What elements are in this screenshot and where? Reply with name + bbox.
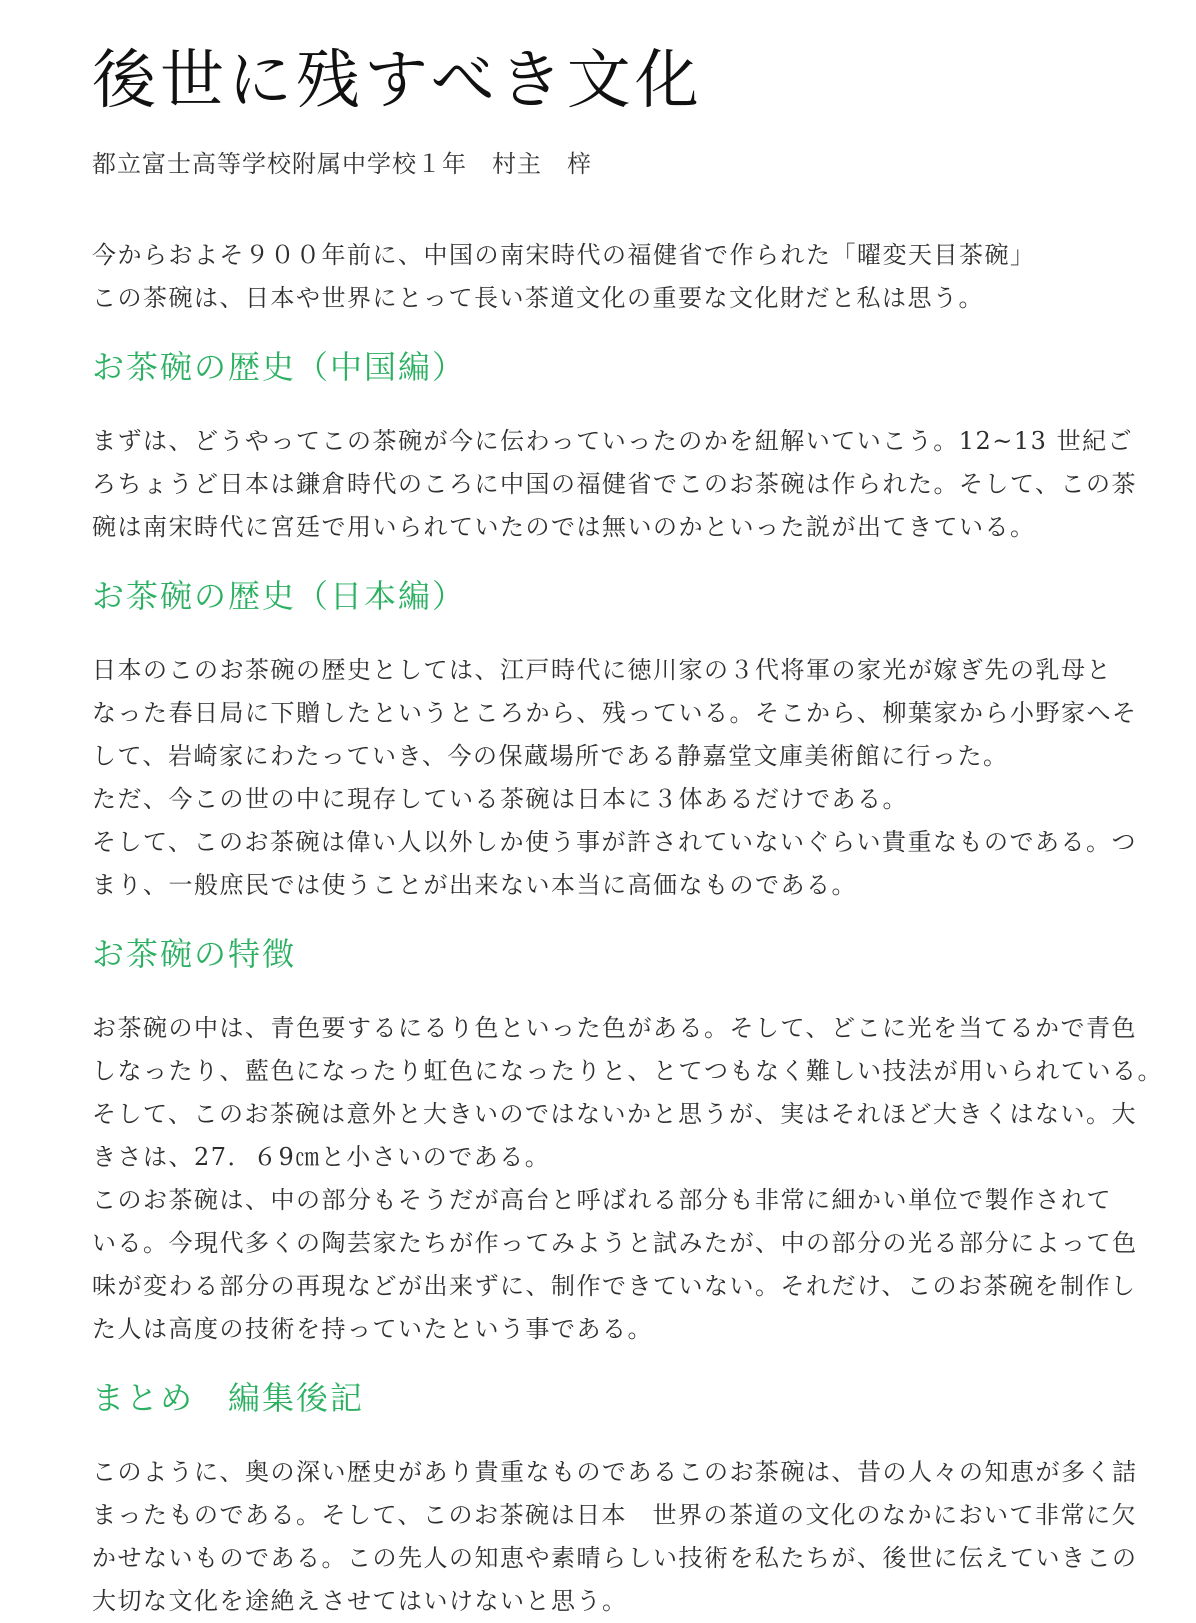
intro-line: 今からおよそ９００年前に、中国の南宋時代の福健省で作られた「曜変天目茶碗」 <box>92 241 1036 269</box>
body-line: ろちょうど日本は鎌倉時代のころに中国の福健省でこのお茶碗は作られた。そして、この茶 <box>92 470 1138 498</box>
author-line: 都立富士高等学校附属中学校１年 村主 梓 <box>92 150 592 178</box>
body-line: そして、このお茶碗は意外と大きいのではないかと思うが、実はそれほど大きくはない。大 <box>92 1100 1138 1128</box>
section-heading: お茶碗の歴史（中国編） <box>92 348 467 386</box>
body-line: そして、このお茶碗は偉い人以外しか使う事が許されていないぐらい貴重なものである。つ <box>92 828 1138 856</box>
body-line: ただ、今この世の中に現存している茶碗は日本に３体あるだけである。 <box>92 785 908 813</box>
intro-paragraph <box>92 234 1142 320</box>
section-features <box>92 929 1163 1351</box>
body-line: なった春日局に下贈したというところから、残っている。そこから、柳葉家から小野家へそ <box>92 699 1138 727</box>
intro-line: この茶碗は、日本や世界にとって長い茶道文化の重要な文化財だと私は思う。 <box>92 284 985 312</box>
section-heading: お茶碗の歴史（日本編） <box>92 577 467 615</box>
body-line: 碗は南宋時代に宮廷で用いられていたのでは無いのかといった説が出てきている。 <box>92 513 1036 541</box>
body-line: しなったり、藍色になったり虹色になったりと、とてつもなく難しい技法が用いられている。 <box>92 1057 1163 1085</box>
body-line: お茶碗の中は、青色要するにるり色といった色がある。そして、どこに光を当てるかで青色 <box>92 1014 1138 1042</box>
body-line: して、岩崎家にわたっていき、今の保蔵場所である静嘉堂文庫美術館に行った。 <box>92 742 1009 770</box>
section-history-china <box>92 342 1142 549</box>
body-line: 日本のこのお茶碗の歴史としては、江戸時代に徳川家の３代将軍の家光が嫁ぎ先の乳母と <box>92 656 1112 684</box>
body-line: このように、奥の深い歴史があり貴重なものであるこのお茶碗は、昔の人々の知恵が多く詰 <box>92 1458 1138 1486</box>
body-line: かせないものである。この先人の知恵や素晴らしい技術を私たちが、後世に伝えていきこの <box>92 1544 1138 1572</box>
section-heading: お茶碗の特徴 <box>92 935 297 973</box>
section-history-japan <box>92 571 1142 907</box>
body-line: まずは、どうやってこの茶碗が今に伝わっていったのかを紐解いていこう。12~13 世紀ご <box>92 427 1134 455</box>
body-line: 大切な文化を途絶えさせてはいけないと思う。 <box>92 1587 628 1615</box>
section-summary <box>92 1373 1142 1623</box>
body-line: きさは、27．６9㎝と小さいのである。 <box>92 1143 551 1171</box>
body-line: このお茶碗は、中の部分もそうだが高台と呼ばれる部分も非常に細かい単位で製作されて <box>92 1186 1112 1214</box>
body-line: いる。今現代多くの陶芸家たちが作ってみようと試みたが、中の部分の光る部分によって色 <box>92 1229 1138 1257</box>
section-heading: まとめ 編集後記 <box>92 1379 365 1417</box>
document-title: 後世に残すべき文化 <box>92 44 703 118</box>
body-line: まったものである。そして、このお茶碗は日本 世界の茶道の文化のなかにおいて非常に欠 <box>92 1501 1138 1529</box>
body-line: 味が変わる部分の再現などが出来ずに、制作できていない。それだけ、このお茶碗を制作し <box>92 1272 1137 1300</box>
body-line: た人は高度の技術を持っていたという事である。 <box>92 1315 653 1343</box>
document-page <box>92 36 1163 1623</box>
body-line: まり、一般庶民では使うことが出来ない本当に高価なものである。 <box>92 871 857 899</box>
